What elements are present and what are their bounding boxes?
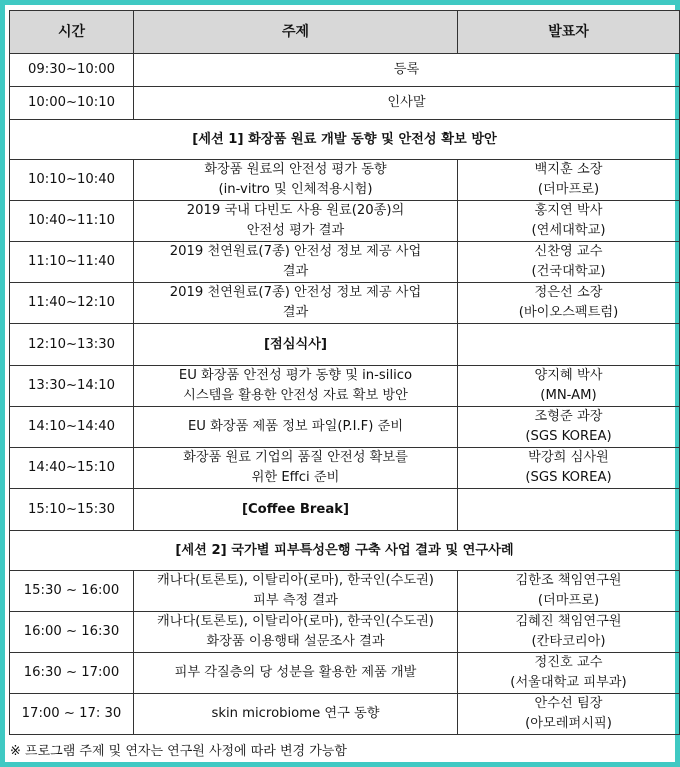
presenter-name: 양지혜 박사 — [534, 368, 603, 383]
topic-line: EU 화장품 안전성 평가 동향 및 in-silico — [178, 368, 413, 383]
time-cell: 14:40~15:10 — [10, 448, 134, 489]
topic-cell: 등록 — [134, 54, 680, 87]
time-cell: 10:10~10:40 — [10, 160, 134, 201]
time-cell: 16:00 ~ 16:30 — [10, 612, 134, 653]
time-cell: 09:30~10:00 — [10, 54, 134, 87]
topic-cell — [134, 571, 458, 612]
presenter-name: 정진호 교수 — [534, 655, 603, 670]
table-row — [10, 653, 680, 694]
presenter-affiliation: (더마프로) — [537, 593, 600, 608]
time-cell: 10:40~11:10 — [10, 201, 134, 242]
time-cell: 10:00~10:10 — [10, 87, 134, 120]
presenter-cell — [458, 612, 680, 653]
header-topic: 주제 — [134, 11, 458, 54]
topic-cell — [134, 366, 458, 407]
topic-line: 피부 측정 결과 — [253, 593, 338, 608]
presenter-affiliation: (MN-AM) — [540, 388, 597, 403]
topic-cell — [134, 653, 458, 694]
presenter-cell — [458, 694, 680, 735]
topic-cell — [134, 448, 458, 489]
presenter-affiliation: (칸타코리아) — [531, 634, 606, 649]
presenter-name: 신찬영 교수 — [534, 244, 603, 259]
presenter-name: 김한조 책임연구원 — [515, 573, 622, 588]
presenter-cell — [458, 201, 680, 242]
document-frame — [5, 5, 675, 762]
topic-cell — [134, 694, 458, 735]
topic-line: skin microbiome 연구 동향 — [211, 706, 380, 721]
table-row — [10, 160, 680, 201]
footnote: ※ 프로그램 주제 및 연자는 연구원 사정에 따라 변경 가능함 — [10, 744, 347, 759]
topic-cell — [134, 407, 458, 448]
table-row — [10, 201, 680, 242]
presenter-affiliation: (SGS KOREA) — [525, 470, 612, 485]
time-cell: 17:00 ~ 17: 30 — [10, 694, 134, 735]
topic-line: (in-vitro 및 인체적용시험) — [218, 182, 373, 197]
presenter-cell — [458, 160, 680, 201]
break-label: [점심식사] — [134, 324, 458, 366]
topic-cell — [134, 242, 458, 283]
break-label: [Coffee Break] — [134, 489, 458, 531]
topic-line: 안전성 평가 결과 — [246, 223, 345, 238]
presenter-affiliation: (서울대학교 피부과) — [510, 675, 627, 690]
presenter-affiliation: (SGS KOREA) — [525, 429, 612, 444]
session-row — [10, 120, 680, 160]
presenter-cell — [458, 571, 680, 612]
presenter-name: 안수선 팀장 — [534, 696, 603, 711]
presenter-cell-empty — [458, 489, 680, 531]
table-row — [10, 283, 680, 324]
presenter-name: 홍지연 박사 — [534, 203, 603, 218]
presenter-cell — [458, 283, 680, 324]
topic-cell — [134, 612, 458, 653]
time-cell: 12:10~13:30 — [10, 324, 134, 366]
session-title: [세션 2] 국가별 피부특성은행 구축 사업 결과 및 연구사례 — [10, 531, 680, 571]
presenter-cell — [458, 242, 680, 283]
time-cell: 14:10~14:40 — [10, 407, 134, 448]
topic-line: 결과 — [282, 264, 309, 279]
session-row — [10, 531, 680, 571]
topic-cell: 인사말 — [134, 87, 680, 120]
presenter-name: 백지훈 소장 — [534, 162, 603, 177]
table-row — [10, 612, 680, 653]
topic-line: 2019 천연원료(7종) 안전성 정보 제공 사업 — [169, 285, 422, 300]
table-row — [10, 366, 680, 407]
topic-line: 캐나다(토론토), 이탈리아(로마), 한국인(수도권) — [157, 614, 434, 629]
table-row — [10, 87, 680, 120]
table-row — [10, 324, 680, 366]
header-time: 시간 — [10, 11, 134, 54]
presenter-cell-empty — [458, 324, 680, 366]
table-row — [10, 489, 680, 531]
presenter-cell — [458, 653, 680, 694]
topic-line: 화장품 원료의 안전성 평가 동향 — [204, 162, 387, 177]
presenter-cell — [458, 407, 680, 448]
time-cell: 15:10~15:30 — [10, 489, 134, 531]
table-row — [10, 694, 680, 735]
time-cell: 13:30~14:10 — [10, 366, 134, 407]
topic-line: 피부 각질층의 당 성분을 활용한 제품 개발 — [174, 665, 417, 680]
presenter-cell — [458, 366, 680, 407]
presenter-name: 조형준 과장 — [534, 409, 603, 424]
presenter-affiliation: (더마프로) — [537, 182, 600, 197]
time-cell: 11:10~11:40 — [10, 242, 134, 283]
topic-cell — [134, 160, 458, 201]
topic-line: 2019 천연원료(7종) 안전성 정보 제공 사업 — [169, 244, 422, 259]
presenter-cell — [458, 448, 680, 489]
topic-line: 화장품 원료 기업의 품질 안전성 확보를 — [183, 450, 408, 465]
topic-line: EU 화장품 제품 정보 파일(P.I.F) 준비 — [187, 419, 404, 434]
schedule-table — [9, 10, 680, 735]
topic-line: 위한 Effci 준비 — [251, 470, 340, 485]
presenter-name: 박강희 심사원 — [528, 450, 609, 465]
table-row — [10, 448, 680, 489]
table-row — [10, 407, 680, 448]
header-presenter: 발표자 — [458, 11, 680, 54]
table-row — [10, 54, 680, 87]
table-row — [10, 242, 680, 283]
topic-line: 결과 — [282, 305, 309, 320]
presenter-affiliation: (바이오스펙트럼) — [518, 305, 619, 320]
table-header-row — [10, 11, 680, 54]
topic-line: 캐나다(토론토), 이탈리아(로마), 한국인(수도권) — [157, 573, 434, 588]
topic-cell — [134, 201, 458, 242]
time-cell: 16:30 ~ 17:00 — [10, 653, 134, 694]
topic-line: 2019 국내 다빈도 사용 원료(20종)의 — [186, 203, 405, 218]
table-row — [10, 571, 680, 612]
presenter-affiliation: (아모레퍼시픽) — [525, 716, 612, 731]
presenter-affiliation: (연세대학교) — [531, 223, 606, 238]
time-cell: 15:30 ~ 16:00 — [10, 571, 134, 612]
topic-cell — [134, 283, 458, 324]
topic-line: 시스템을 활용한 안전성 자료 확보 방안 — [183, 388, 408, 403]
presenter-name: 김혜진 책임연구원 — [515, 614, 622, 629]
time-cell: 11:40~12:10 — [10, 283, 134, 324]
presenter-name: 정은선 소장 — [534, 285, 603, 300]
topic-line: 화장품 이용행태 설문조사 결과 — [206, 634, 385, 649]
presenter-affiliation: (건국대학교) — [531, 264, 606, 279]
session-title: [세션 1] 화장품 원료 개발 동향 및 안전성 확보 방안 — [10, 120, 680, 160]
